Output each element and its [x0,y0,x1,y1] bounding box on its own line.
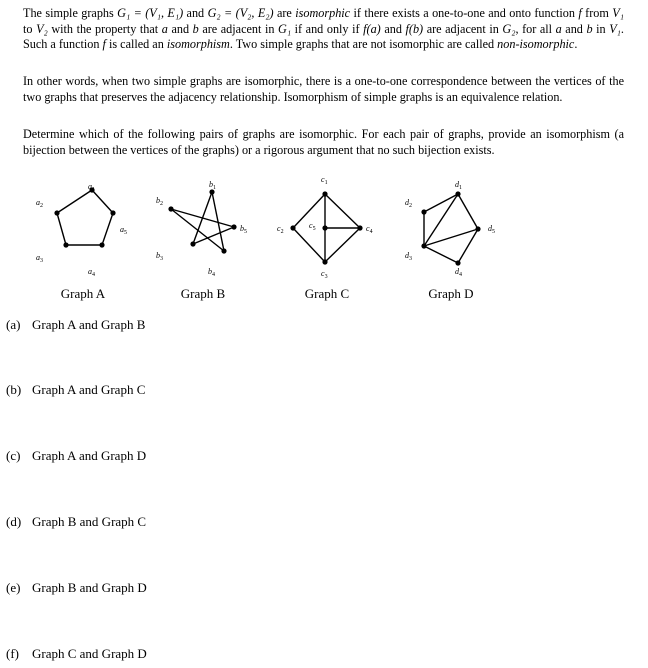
part-text: Graph B and Graph C [32,514,147,529]
vertex-a2 [54,210,59,215]
graph-caption: Graph D [428,286,474,301]
vertex-label: $b_1$ [209,180,216,191]
part-label: (f) [6,646,19,661]
edge [424,246,458,263]
part-d [6,514,146,530]
vertex-label: $c_5$ [309,221,316,232]
vertex-label: $d_4$ [455,267,462,278]
graph-b [156,180,247,301]
vertex-c2 [290,225,295,230]
edge [102,213,113,245]
vertex-b5 [231,224,236,229]
part-b [6,382,145,398]
vertex-a3 [63,242,68,247]
edge [424,194,458,246]
graph-a [36,182,127,301]
part-label: (d) [6,514,22,529]
vertex-c3 [322,259,327,264]
definition-paragraph: The simple graphs G₁ = (V₁, E₁) and G₂ = (V₂, E₂) are isomorphic if there exists a one-to-one and onto function f from V₁ to V₂ with the property that a and b are adjacent in G₁ if and only if f(a) and f(b) are adjacent in G₂, for all a and b in V₁. Such a function f is called an isomorphism. Two simple graphs that are not isomorphic are called non-isomorphic. [23,6,624,51]
vertex-d1 [455,191,460,196]
vertex-label: $c_4$ [366,224,373,235]
vertex-b2 [168,206,173,211]
vertex-label: $b_2$ [156,196,163,207]
vertex-c5 [322,225,327,230]
vertex-c1 [322,191,327,196]
part-a [6,317,145,333]
vertex-label: $c_1$ [321,175,328,186]
vertex-a5 [110,210,115,215]
vertex-label: $b_4$ [208,267,215,278]
part-text: Graph A and Graph C [32,382,146,397]
vertex-d2 [421,209,426,214]
part-text: Graph C and Graph D [32,646,147,661]
part-c [6,448,146,464]
vertex-label: $c_2$ [277,224,284,235]
vertex-label: $a_1$ [88,182,95,193]
edge [325,194,360,228]
part-text: Graph B and Graph D [32,580,147,595]
part-label: (e) [6,580,21,595]
part-label: (b) [6,382,22,397]
part-e [6,580,147,596]
vertex-label: $c_3$ [321,269,328,280]
part-f [6,646,147,662]
edge [293,228,325,262]
graph-d [405,180,495,301]
edge [458,194,478,229]
task-paragraph: Determine which of the following pairs of graphs are isomorphic. For each pair of graphs, provide an isomorphism (a bijection between the vertices of the graphs) or a rigorous argument that no such bijection exists. [23,127,624,157]
vertex-label: $a_3$ [36,253,43,264]
part-text: Graph A and Graph B [32,317,146,332]
vertex-label: $a_5$ [120,225,127,236]
vertex-label: $d_3$ [405,251,412,262]
vertex-c4 [357,225,362,230]
edge [57,190,92,213]
graph-caption: Graph C [304,286,350,301]
part-label: (a) [6,317,21,332]
edge [171,209,234,227]
vertex-label: $a_2$ [36,198,43,209]
graph-c [277,175,373,301]
part-label: (c) [6,448,21,463]
vertex-b3 [190,241,195,246]
vertex-label: $d_5$ [488,224,495,235]
vertex-b4 [221,248,226,253]
vertex-d5 [475,226,480,231]
vertex-a4 [99,242,104,247]
edge [325,228,360,262]
equivalence-paragraph: In other words, when two simple graphs are isomorphic, there is a one-to-one correspondence between the vertices of the two graphs that preserves the adjacency relationship. Isomorphism of simple graphs is an equivalence relation. [23,74,624,104]
graph-caption: Graph A [60,286,106,301]
edge [193,227,234,244]
graph-figures [0,170,648,310]
edge [92,190,113,213]
vertex-label: $d_2$ [405,198,412,209]
vertex-label: $b_5$ [240,224,247,235]
vertex-label: $d_1$ [455,180,462,191]
vertex-d3 [421,243,426,248]
vertex-label: $a_4$ [88,267,95,278]
vertex-label: $b_3$ [156,251,163,262]
graph-caption: Graph B [180,286,226,301]
edge [57,213,66,245]
vertex-d4 [455,260,460,265]
part-text: Graph A and Graph D [32,448,147,463]
